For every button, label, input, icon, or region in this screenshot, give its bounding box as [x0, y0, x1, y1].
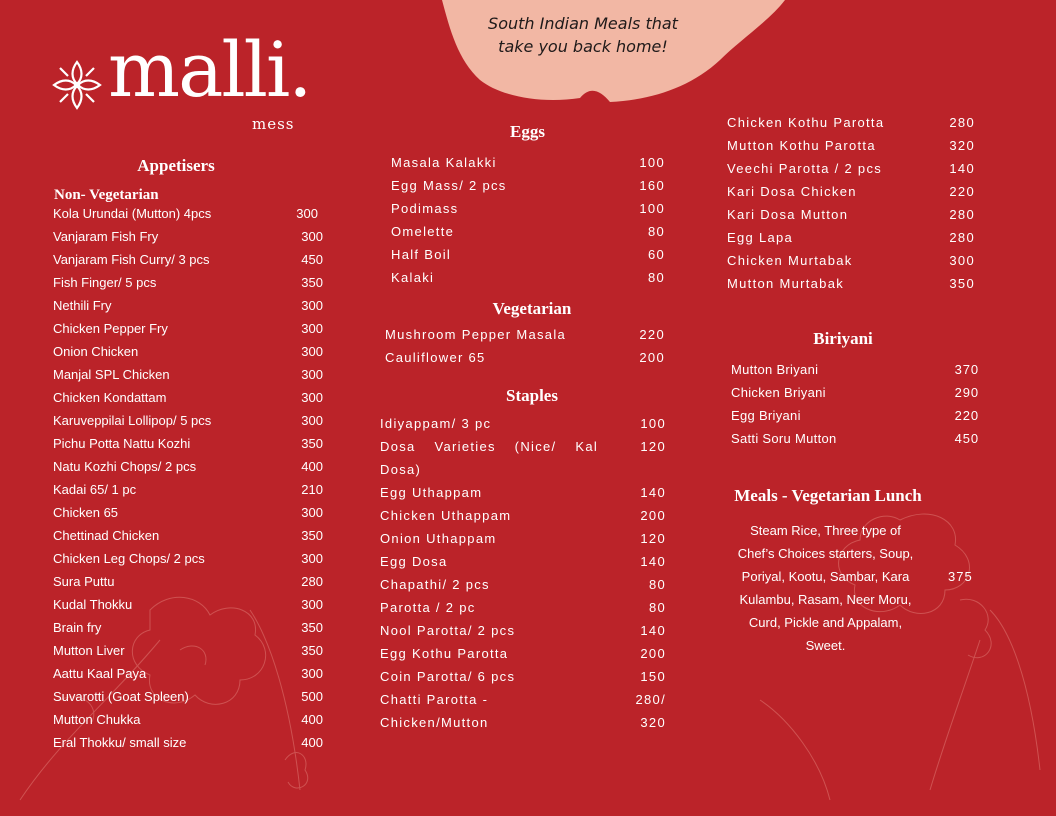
menu-item: Chicken Uthappam 200 — [380, 508, 666, 523]
menu-item: Masala Kalakki 100 — [391, 155, 665, 170]
appetisers-heading: Appetisers — [137, 156, 215, 175]
menu-item: Vanjaram Fish Fry 300 — [53, 229, 323, 244]
menu-item: Chicken Murtabak 300 — [727, 253, 975, 268]
menu-item: Chatti Parotta - Chicken/Mutton 280/ 320 — [380, 692, 666, 730]
menu-item: Aattu Kaal Paya 300 — [53, 666, 323, 681]
menu-item: Kari Dosa Chicken 220 — [727, 184, 975, 199]
vegetarian-heading: Vegetarian — [492, 299, 572, 318]
meals-heading: Meals - Vegetarian Lunch — [734, 486, 922, 505]
menu-item: Chicken Kothu Parotta 280 — [727, 115, 975, 130]
menu-item: Coin Parotta/ 6 pcs 150 — [380, 669, 666, 684]
menu-item: Eral Thokku/ small size 400 — [53, 735, 323, 750]
eggs-heading: Eggs — [510, 122, 545, 141]
menu-item: Nool Parotta/ 2 pcs 140 — [380, 623, 666, 638]
menu-item: Nethili Fry 300 — [53, 298, 323, 313]
logo-subtitle: mess — [252, 115, 295, 133]
menu-item: Idiyappam/ 3 pc 100 — [380, 416, 666, 431]
flower-ornament-icon — [50, 58, 104, 112]
menu-item: Sura Puttu 280 — [53, 574, 323, 589]
menu-item: Suvarotti (Goat Spleen) 500 — [53, 689, 323, 704]
menu-item: Egg Kothu Parotta 200 — [380, 646, 666, 661]
menu-item: Egg Uthappam 140 — [380, 485, 666, 500]
menu-item: Fish Finger/ 5 pcs 350 — [53, 275, 323, 290]
menu-item: Manjal SPL Chicken 300 — [53, 367, 323, 382]
menu-item: Mutton Liver 350 — [53, 643, 323, 658]
menu-item: Egg Mass/ 2 pcs 160 — [391, 178, 665, 193]
menu-item: Parotta / 2 pc 80 — [380, 600, 666, 615]
menu-item: Chicken Kondattam 300 — [53, 390, 323, 405]
menu-item: Mutton Murtabak 350 — [727, 276, 975, 291]
tagline: South Indian Meals that take you back home! — [488, 14, 678, 56]
menu-item: Egg Dosa 140 — [380, 554, 666, 569]
biriyani-heading: Biriyani — [813, 329, 873, 348]
menu-item: Mutton Chukka 400 — [53, 712, 323, 727]
menu-item: Onion Chicken 300 — [53, 344, 323, 359]
meals-price: 375 — [948, 569, 973, 584]
logo-wordmark: malli. — [108, 25, 311, 114]
menu-item: Chicken Pepper Fry 300 — [53, 321, 323, 336]
menu-item: Kadai 65/ 1 pc 210 — [53, 482, 323, 497]
menu-item: Kudal Thokku 300 — [53, 597, 323, 612]
meals-description: Steam Rice, Three type of Chef’s Choices starters, Soup, Poriyal, Kootu, Sambar, Kara Kulambu, Rasam, Neer Moru, Curd, Pickle and Appalam, Sweet. — [737, 523, 914, 653]
menu-item: Mutton Briyani 370 — [731, 362, 979, 377]
menu-item: Chicken 65 300 — [53, 505, 323, 520]
menu-item: Kola Urundai (Mutton) 4pcs 300 — [53, 206, 318, 221]
menu-item: Egg Briyani 220 — [731, 408, 979, 423]
menu-item: Dosa Varieties (Nice/ Kal Dosa) 120 — [380, 439, 666, 477]
menu-item: Veechi Parotta / 2 pcs 140 — [727, 161, 975, 176]
menu-item: Satti Soru Mutton 450 — [731, 431, 979, 446]
menu-item: Chicken Leg Chops/ 2 pcs 300 — [53, 551, 323, 566]
staples-heading: Staples — [506, 386, 558, 405]
menu-item: Vanjaram Fish Curry/ 3 pcs 450 — [53, 252, 323, 267]
menu-item: Mushroom Pepper Masala 220 — [385, 327, 665, 342]
menu-item: Mutton Kothu Parotta 320 — [727, 138, 975, 153]
menu-item: Brain fry 350 — [53, 620, 323, 635]
menu-item: Egg Lapa 280 — [727, 230, 975, 245]
menu-item: Cauliflower 65 200 — [385, 350, 665, 365]
menu-item: Onion Uthappam 120 — [380, 531, 666, 546]
menu-item: Omelette 80 — [391, 224, 665, 239]
non-vegetarian-subheading: Non- Vegetarian — [54, 187, 159, 203]
menu-item: Chicken Briyani 290 — [731, 385, 979, 400]
menu-item: Half Boil 60 — [391, 247, 665, 262]
menu-item: Kalaki 80 — [391, 270, 665, 285]
menu-item: Kari Dosa Mutton 280 — [727, 207, 975, 222]
menu-item: Chapathi/ 2 pcs 80 — [380, 577, 666, 592]
menu-item: Pichu Potta Nattu Kozhi 350 — [53, 436, 323, 451]
menu-item: Podimass 100 — [391, 201, 665, 216]
menu-item: Natu Kozhi Chops/ 2 pcs 400 — [53, 459, 323, 474]
menu-item: Karuveppilai Lollipop/ 5 pcs 300 — [53, 413, 323, 428]
menu-item: Chettinad Chicken 350 — [53, 528, 323, 543]
